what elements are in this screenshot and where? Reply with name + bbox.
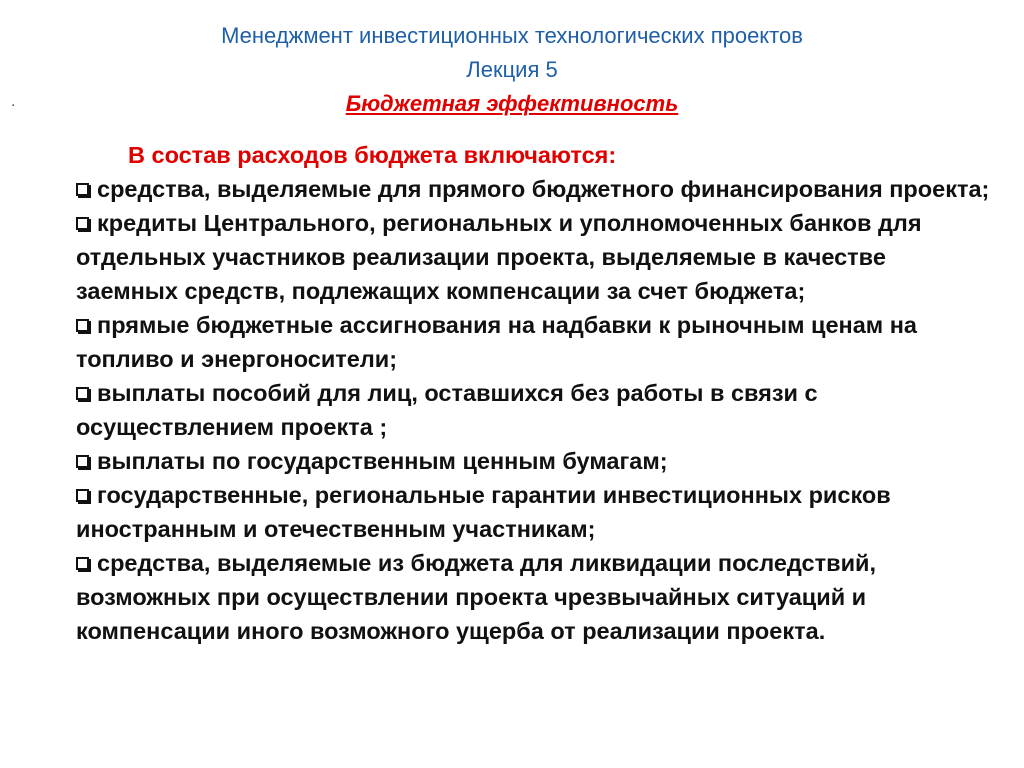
list-item — [76, 376, 991, 444]
checkbox-square-icon — [76, 455, 89, 468]
lead-heading: В состав расходов бюджета включаются: — [128, 142, 617, 168]
stray-mark: . — [11, 93, 16, 110]
list-item — [76, 206, 991, 308]
checkbox-square-icon — [76, 319, 89, 332]
list-item-text: выплаты по государственным ценным бумагам; — [97, 448, 668, 474]
lecture-number: Лекция 5 — [466, 57, 558, 82]
list-item — [76, 478, 991, 546]
course-title: Менеджмент инвестиционных технологических проектов — [221, 23, 803, 48]
checkbox-square-icon — [76, 489, 89, 502]
list-item-text: выплаты пособий для лиц, оставшихся без работы в связи с осуществлением проекта ; — [76, 380, 818, 440]
list-item — [76, 546, 991, 648]
checkbox-square-icon — [76, 387, 89, 400]
list-item-text: прямые бюджетные ассигнования на надбавки к рыночным ценам на топливо и энергоносители; — [76, 312, 917, 372]
topic-title: Бюджетная эффективность — [345, 91, 679, 116]
list-item-text: государственные, региональные гарантии инвестиционных рисков иностранным и отечественным участникам; — [76, 482, 891, 542]
list-item-text: кредиты Центрального, региональных и уполномоченных банков для отдельных участников реализации проекта, выделяемые в качестве заемных средств, подлежащих компенсации за счет бюджета; — [76, 210, 922, 304]
list-item-text: средства, выделяемые для прямого бюджетного финансирования проекта; — [97, 176, 990, 202]
checkbox-square-icon — [76, 183, 89, 196]
list-item-text: средства, выделяемые из бюджета для ликвидации последствий, возможных при осуществлении проекта чрезвычайных ситуаций и компенсации иного возможного ущерба от реализации проекта. — [76, 550, 876, 644]
list-item — [76, 172, 991, 206]
list-item — [76, 444, 991, 478]
content-body — [76, 138, 991, 648]
list-item — [76, 308, 991, 376]
checkbox-square-icon — [76, 217, 89, 230]
checkbox-square-icon — [76, 557, 89, 570]
